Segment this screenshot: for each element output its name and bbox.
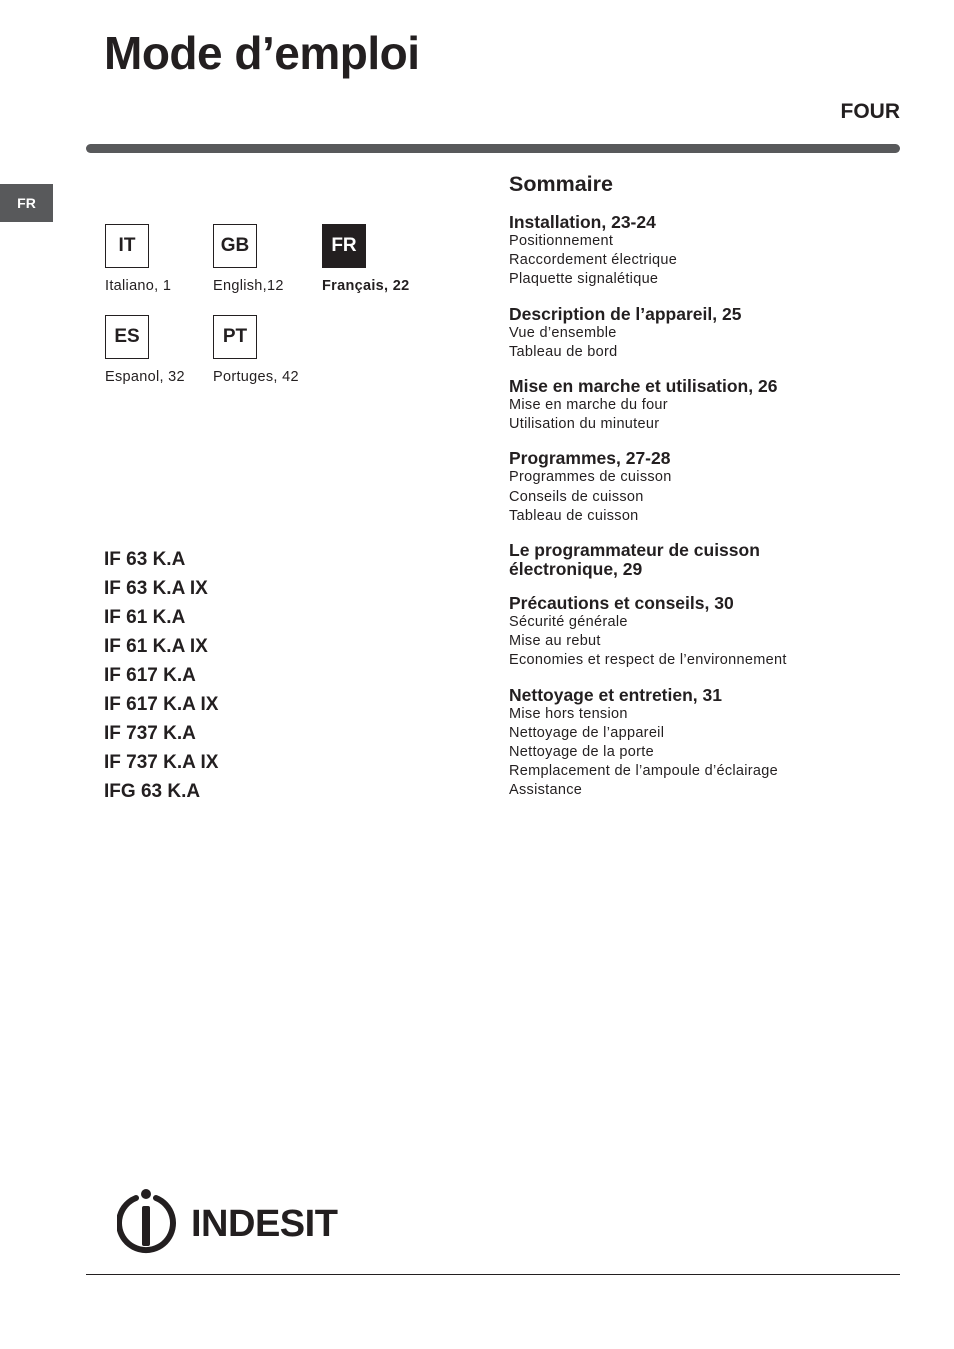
toc-item[interactable]: Raccordement électrique — [509, 252, 678, 269]
toc-section-title[interactable]: Mise en marche et utilisation, 26 — [509, 376, 778, 397]
language-code-box-active[interactable]: FR — [322, 224, 366, 268]
model-item: IF 63 K.A IX — [104, 578, 208, 599]
toc-item[interactable]: Programmes de cuisson — [509, 469, 672, 486]
brand-logo — [117, 1186, 357, 1256]
toc-item[interactable]: Plaquette signalétique — [509, 271, 659, 288]
language-label: Italiano, 1 — [105, 278, 172, 294]
language-code-box[interactable]: IT — [105, 224, 149, 268]
toc-item[interactable]: Nettoyage de la porte — [509, 744, 654, 761]
toc-section-programmes — [509, 449, 909, 526]
model-item: IF 617 K.A — [104, 665, 196, 686]
toc-item[interactable]: Vue d’ensemble — [509, 324, 617, 341]
toc-section-installation — [509, 213, 909, 290]
language-option-it[interactable] — [105, 224, 225, 294]
product-type: FOUR — [840, 100, 900, 123]
toc-item[interactable]: Remplacement de l’ampoule d’éclairage — [509, 763, 779, 780]
toc-item[interactable]: Positionnement — [509, 233, 614, 249]
toc-item[interactable]: Sécurité générale — [509, 614, 628, 631]
footer-divider — [86, 1274, 900, 1275]
toc-section-title[interactable]: Précautions et conseils, 30 — [509, 593, 734, 614]
language-label-active: Français, 22 — [322, 278, 410, 294]
toc-section-description — [509, 305, 909, 362]
toc-heading: Sommaire — [509, 172, 613, 196]
toc-item[interactable]: Tableau de cuisson — [509, 507, 639, 524]
model-item: IF 63 K.A — [104, 549, 186, 570]
toc-section-programmateur — [509, 541, 809, 579]
model-item: IF 61 K.A — [104, 607, 186, 628]
toc-item[interactable]: Tableau de bord — [509, 343, 618, 360]
model-item: IF 737 K.A — [104, 723, 196, 744]
language-code-box[interactable]: ES — [105, 315, 149, 359]
model-item: IF 61 K.A IX — [104, 636, 208, 657]
toc-item[interactable]: Mise en marche du four — [509, 397, 668, 414]
language-label: Portuges, 42 — [213, 369, 299, 385]
toc-section-precautions — [509, 594, 909, 671]
toc-item[interactable]: Assistance — [509, 782, 583, 799]
toc-section-title[interactable]: Le programmateur de cuisson électronique, 29 — [509, 540, 760, 580]
model-list — [104, 547, 218, 808]
toc-section-title[interactable]: Nettoyage et entretien, 31 — [509, 684, 722, 705]
side-language-tab: FR — [0, 184, 53, 222]
header-divider — [86, 144, 900, 153]
toc-section-title[interactable]: Programmes, 27-28 — [509, 448, 671, 469]
toc-item[interactable]: Mise hors tension — [509, 705, 628, 722]
toc-section-title[interactable]: Description de l’appareil, 25 — [509, 303, 742, 324]
toc-item[interactable]: Economies et respect de l’environnement — [509, 652, 787, 669]
language-option-pt[interactable] — [213, 315, 333, 385]
model-item: IFG 63 K.A — [104, 781, 201, 802]
toc-section-mise-en-marche — [509, 377, 909, 434]
language-option-es[interactable] — [105, 315, 225, 385]
toc-section-title[interactable]: Installation, 23-24 — [509, 212, 656, 232]
language-code-box[interactable]: PT — [213, 315, 257, 359]
page-title: Mode d’emploi — [104, 27, 420, 79]
brand-wordmark: INDESIT — [191, 1203, 338, 1245]
toc-section-nettoyage — [509, 686, 909, 801]
table-of-contents — [509, 172, 909, 816]
language-code-box[interactable]: GB — [213, 224, 257, 268]
toc-item[interactable]: Utilisation du minuteur — [509, 416, 660, 433]
toc-item[interactable]: Conseils de cuisson — [509, 488, 644, 505]
language-option-gb[interactable] — [213, 224, 333, 294]
model-item: IF 737 K.A IX — [104, 752, 219, 773]
indesit-logo-icon — [117, 1186, 357, 1256]
model-item: IF 617 K.A IX — [104, 694, 219, 715]
toc-item[interactable]: Nettoyage de l’appareil — [509, 724, 665, 741]
language-label: Espanol, 32 — [105, 369, 185, 385]
language-label: English,12 — [213, 278, 284, 294]
toc-item[interactable]: Mise au rebut — [509, 633, 601, 650]
language-option-fr[interactable] — [322, 224, 442, 294]
